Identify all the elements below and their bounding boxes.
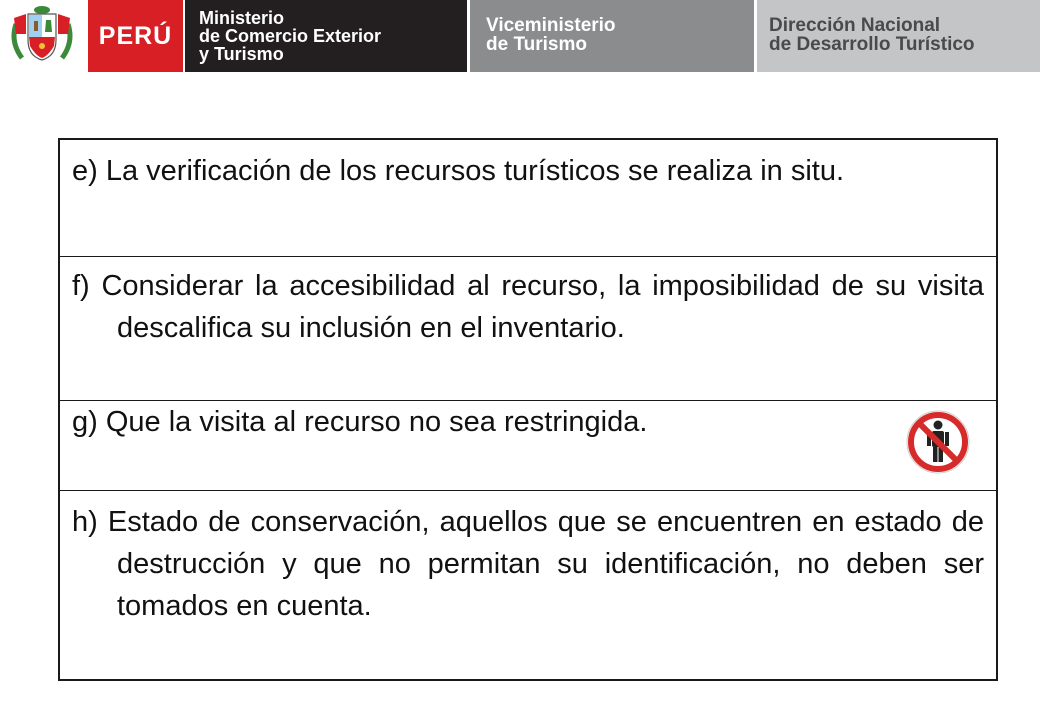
table-row <box>60 490 996 679</box>
peru-label: PERÚ <box>88 0 183 72</box>
ministry-line-2: de Comercio Exterior <box>199 26 382 46</box>
table-row <box>60 400 996 490</box>
ministry-line-3: y Turismo <box>199 44 284 64</box>
criterion-f: f) Considerar la accesibilidad al recurso, la imposibilidad de su visita descalifica su inclusión en el inventario. <box>72 270 984 344</box>
no-entry-icon <box>903 407 973 477</box>
vice-line-2: de Turismo <box>486 34 587 55</box>
criterion-h: h) Estado de conservación, aquellos que se encuentren en estado de destrucción y que no permitan su identificación, no deben ser tomados en cuenta. <box>72 506 984 622</box>
vice-line-1: Viceministerio <box>486 15 616 36</box>
ministry-line-1: Ministerio <box>199 8 285 28</box>
table-row <box>60 256 996 400</box>
header-banner <box>0 0 1040 72</box>
direction-line-2: de Desarrollo Turístico <box>769 34 975 55</box>
coat-of-arms-icon <box>8 4 76 66</box>
criterion-g: g) Que la visita al recurso no sea restringida. <box>72 406 648 438</box>
direction-line-1: Dirección Nacional <box>769 15 941 36</box>
table-row <box>60 140 996 256</box>
direction-label <box>757 0 1040 72</box>
criteria-table <box>58 138 998 681</box>
criterion-e: e) La verificación de los recursos turísticos se realiza in situ. <box>72 155 845 187</box>
ministry-label <box>185 0 467 72</box>
viceministry-label <box>470 0 754 72</box>
